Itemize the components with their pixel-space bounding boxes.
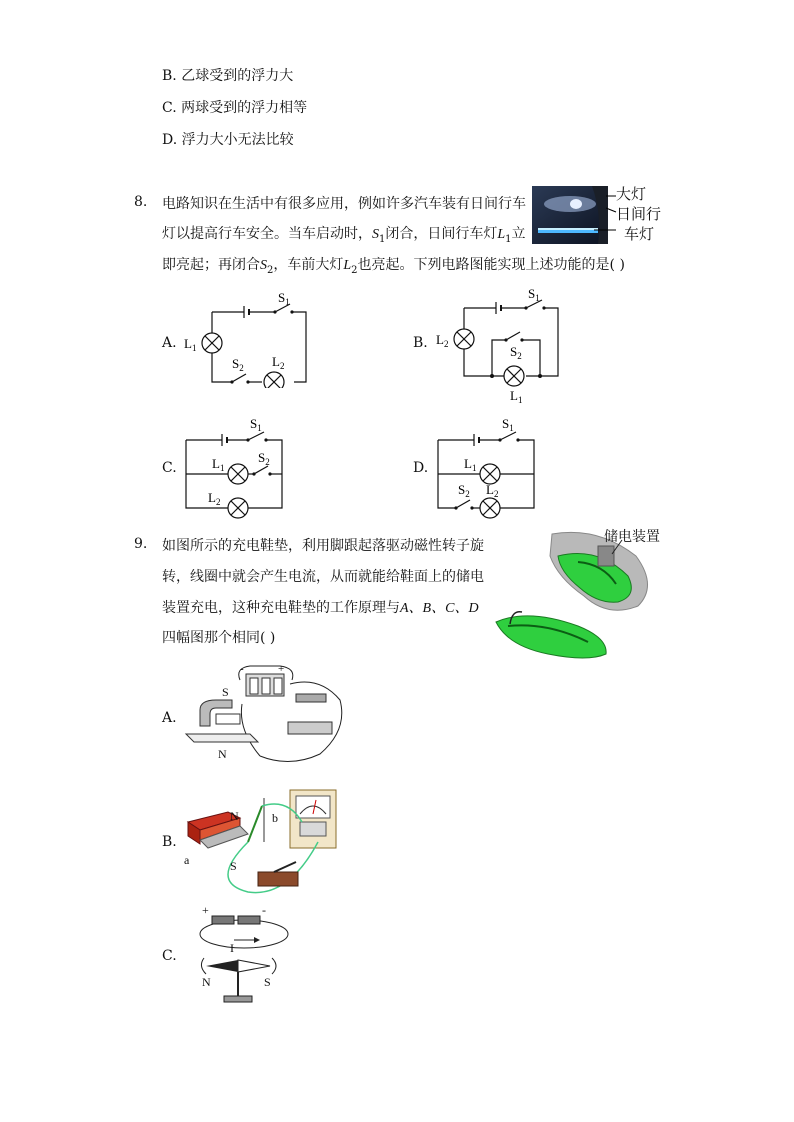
q9-option-a-label: A. — [162, 710, 177, 726]
q9-number: 9. — [134, 536, 148, 552]
circuit-d-l2: $L_2$ — [486, 482, 499, 499]
circuit-d-l1: $L_1$ — [464, 456, 477, 473]
storage-device-label: 储电装置 — [604, 528, 660, 544]
circuit-d-s2: $S_2$ — [458, 482, 470, 499]
fig-b-b-label: b — [272, 811, 278, 825]
circuit-a-diagram — [180, 288, 320, 388]
circuit-d-diagram — [428, 412, 548, 522]
fig-a-minus: - — [240, 663, 244, 675]
q8-option-a-label: A. — [162, 335, 177, 351]
circuit-c-s2: $S_2$ — [258, 450, 270, 467]
circuit-a-l2: $L_2$ — [272, 354, 285, 371]
q8-line-2: 灯以提高行车安全。当车启动时，$S_1$闭合，日间行车灯$L_1$立 — [162, 226, 526, 245]
q9-line-4: 四幅图那个相同( ) — [162, 630, 276, 646]
circuit-a-s1: $S_1$ — [278, 290, 290, 307]
q7-option-b: B. 乙球受到的浮力大 — [162, 68, 294, 84]
q9-line-2: 转，线圈中就会产生电流，从而就能给鞋面上的储电 — [162, 569, 484, 585]
daytime-light-label-2: 车灯 — [624, 226, 655, 243]
circuit-b-l2: $L_2$ — [436, 332, 449, 349]
circuit-a-l1: $L_1$ — [184, 336, 197, 353]
circuit-c-l1: $L_1$ — [212, 456, 225, 473]
q9-line-3: 装置充电，这种充电鞋垫的工作原理与A、B、C、D — [162, 600, 479, 616]
fig-c-s-label: S — [264, 975, 271, 989]
q9-figure-b — [178, 782, 348, 902]
circuit-b-s1: $S_1$ — [528, 286, 540, 303]
fig-b-a-label: a — [184, 853, 190, 867]
q8-option-b-label: B. — [413, 335, 428, 351]
fig-c-plus: + — [202, 904, 209, 917]
q8-option-c-label: C. — [162, 460, 177, 476]
q9-option-b-label: B. — [162, 834, 177, 850]
q9-figure-c — [194, 904, 304, 1008]
fig-a-s-label: S — [222, 685, 229, 699]
q7-option-c: C. 两球受到的浮力相等 — [162, 100, 308, 116]
circuit-b-l1: $L_1$ — [510, 388, 523, 404]
charging-insole-image — [488, 526, 668, 666]
q7-option-d: D. 浮力大小无法比较 — [162, 132, 294, 148]
circuit-c-diagram — [178, 412, 298, 522]
circuit-a-s2: $S_2$ — [232, 356, 244, 373]
fig-b-s-label: S — [230, 859, 237, 873]
fig-b-n-label: N — [230, 809, 239, 823]
q9-option-c-label: C. — [162, 948, 177, 964]
q8-line-1: 电路知识在生活中有很多应用，例如许多汽车装有日间行车 — [162, 196, 526, 212]
q8-option-d-label: D. — [413, 460, 429, 476]
fig-a-n-label: N — [218, 747, 227, 761]
fig-a-plus: + — [278, 663, 285, 675]
car-headlight-photo — [532, 184, 662, 248]
fig-c-minus: - — [262, 904, 266, 917]
q8-number: 8. — [134, 194, 148, 210]
circuit-c-s1: $S_1$ — [250, 416, 262, 433]
circuit-d-s1: $S_1$ — [502, 416, 514, 433]
q8-line-3: 即亮起；再闭合$S_2$，车前大灯$L_2$也亮起。下列电路图能实现上述功能的是( ) — [162, 257, 625, 276]
fig-c-n-label: N — [202, 975, 211, 989]
circuit-c-l2: $L_2$ — [208, 490, 221, 507]
headlight-label: 大灯 — [616, 186, 647, 203]
circuit-b-s2: $S_2$ — [510, 344, 522, 361]
q9-line-1: 如图所示的充电鞋垫，利用脚跟起落驱动磁性转子旋 — [162, 538, 484, 554]
fig-c-current-label: I — [230, 941, 234, 955]
daytime-light-label-1: 日间行 — [616, 206, 662, 223]
charging-insole-photo — [488, 526, 668, 666]
q9-figure-a — [180, 660, 350, 770]
circuit-b-diagram — [430, 284, 570, 404]
